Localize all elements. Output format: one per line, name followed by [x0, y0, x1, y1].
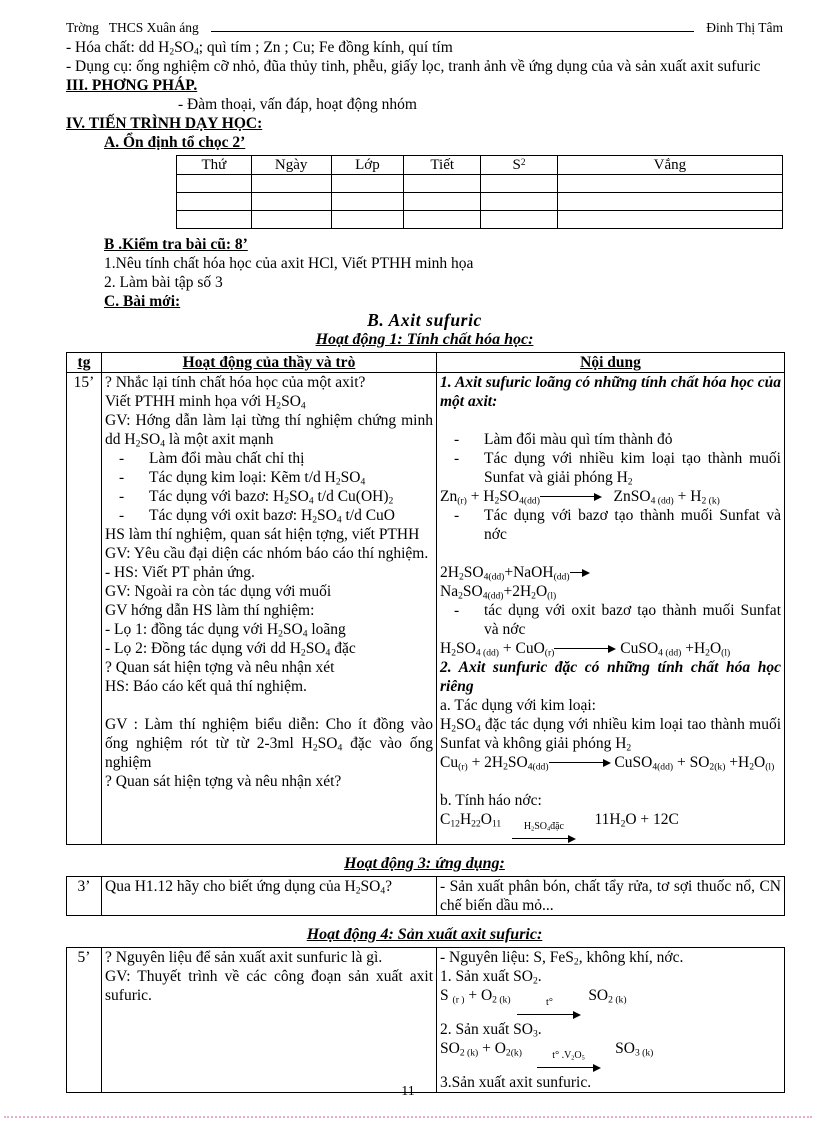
text-line: ? Nhắc lại tính chất hóa học của một axit?: [105, 374, 366, 391]
text-line: ? Quan sát hiện tợng và nêu nhận xét?: [105, 773, 342, 790]
col-header-tg: tg: [67, 353, 102, 373]
text-line: Qua H1.12 hãy cho biết ứng dụng của $H_2SO_4$?: [105, 878, 393, 897]
col-header-teacher-student: Hoạt động của thầy và trò: [102, 353, 437, 373]
text-line: - Tác dụng kim loại: Kẽm t/d $H_2SO_4$: [119, 469, 366, 488]
bottom-dotted-line: [4, 1116, 812, 1118]
section-method-item: - Đàm thoại, vấn đáp, hoạt động nhóm: [178, 96, 417, 113]
text-line: Viết PTHH minh họa với $H_2SO_4$: [105, 393, 306, 412]
school-name: Trờng THCS Xuân áng: [66, 20, 199, 35]
activity1-table: [66, 352, 785, 845]
text-line: [105, 696, 433, 715]
text-line: 2. Sản xuất $SO_3$.: [440, 1021, 542, 1040]
text-line: - Tác dụng với bazơ: $H_2SO_4$ t/d $Cu(OH)_2$: [119, 488, 394, 507]
text-line: - HS: Viết PT phản ứng.: [105, 564, 255, 581]
text-line: GV: Hớng dẫn làm lại từng thí nghiệm chứng minh dd $H_2SO_4$ là một axit mạnh: [105, 412, 433, 450]
text-line: - Sản xuất phân bón, chất tẩy rửa, tơ sợi thuốc nổ, CN chế biến dầu mỏ...: [440, 878, 781, 914]
text-line: a. Tác dụng với kim loại:: [440, 697, 596, 714]
activity4-content-cell: [437, 948, 785, 1093]
text-line: $H_2SO_4$ đặc tác dụng với nhiều kim loại tao thành muối Sunfat và không giải phóng $H_2$: [440, 716, 781, 754]
text-line: 3.Sản xuất axit sunfuric.: [440, 1074, 592, 1091]
activity1-content-cell: [437, 373, 785, 845]
text-line: GV : Làm thí nghiệm biểu diễn: Cho ít đồng vào ống nghiệm rót từ từ 2-3ml $H_2SO_4$ đặc vào ống nghiệm: [105, 716, 434, 771]
text-line: $2H_2SO_{4(dd)}+NaOH_{(dd)}$: [440, 563, 781, 582]
text-line: 2. Axit sunfuric đặc có những tính chất hóa học riêng: [440, 659, 781, 695]
attendance-header-row: [177, 156, 783, 175]
page-number: 11: [401, 1084, 415, 1099]
header-rule-line: [211, 31, 694, 32]
subsection-b-title: B .Kiểm tra bài cũ: 8’: [104, 236, 248, 253]
attendance-col-lop: Lớp: [331, 156, 404, 175]
section-method-title: III. PHƠNG PHÁP.: [66, 77, 198, 94]
activity4-table: [66, 947, 785, 1093]
attendance-col-tiet: Tiết: [404, 156, 481, 175]
text-line: - Làm đổi màu quì tím thành đỏ: [454, 431, 673, 448]
text-line: ? Nguyên liệu để sản xuất axit sunfuric là gì.: [105, 949, 383, 966]
activity4-body-row: [67, 948, 785, 1093]
text-line: - Lọ 1: đồng tác dụng với $H_2SO_4$ loãng: [105, 621, 346, 640]
prep-chemicals-line: - Hóa chất: dd $H_2SO_4$; quì tím ; Zn ; Cu; Fe đồng kính, quí tím: [66, 39, 453, 58]
text-line: $Zn_{(r)} + H_2SO_{4(dd)}$ ZnSO$_{4 (dd)}$ + $H_{2 (k)}$: [440, 488, 720, 507]
activity1-teacher-cell: [102, 373, 437, 845]
text-line: GV: Ngoài ra còn tác dụng với muối: [105, 583, 332, 600]
activity3-teacher-cell: [102, 877, 437, 916]
text-line: HS: Báo cáo kết quả thí nghiệm.: [105, 678, 307, 695]
text-line: - Tác dụng với nhiều kim loại tạo thành muối Sunfat và giải phóng $H_2$: [454, 450, 781, 488]
activity4-time: 5’: [67, 948, 102, 1093]
attendance-col-vang: Vắng: [557, 156, 782, 175]
text-line: [440, 544, 781, 563]
activity1-heading: Hoạt động 1: Tính chất hóa học:: [315, 331, 534, 348]
activity3-table: [66, 876, 785, 916]
text-line: - Làm đổi màu chất chỉ thị: [119, 450, 305, 467]
activity3-content-cell: [437, 877, 785, 916]
attendance-empty-row: [177, 211, 783, 229]
lesson-title: B. Axit sufuric: [367, 310, 482, 330]
attendance-table: [176, 155, 783, 229]
activity1-body-row: [67, 373, 785, 845]
activity4-teacher-cell: [102, 948, 437, 1093]
text-line: - Tác dụng với bazơ tạo thành muối Sunfat và nớc: [454, 507, 781, 543]
activity3-heading: Hoạt động 3: ứng dụng:: [344, 855, 505, 872]
text-line: b. Tính háo nớc:: [440, 792, 542, 809]
text-line: S $_{(r )} + O_{2 (k)}$ t° $SO_{2 (k)}$: [440, 986, 781, 1020]
section-process-title: IV. TIẾN TRÌNH DẠY HỌC:: [66, 115, 263, 132]
text-line: ? Quan sát hiện tợng và nêu nhận xét: [105, 659, 335, 676]
activity3-time: 3’: [67, 877, 102, 916]
text-line: - Nguyên liệu: S, FeS$_2$, không khí, nớc.: [440, 949, 684, 968]
text-line: [440, 772, 781, 791]
subsection-a-title: A. Ổn định tổ chọc 2’: [104, 134, 246, 151]
text-line: $H_2SO_{4 (dd)} + CuO_{(r)}$ CuSO$_{4 (dd)}$ $+H_2O_{(l)}$: [440, 640, 731, 659]
text-line: 1. Axit sufuric loãng có những tính chất hóa học của một axit:: [440, 374, 781, 410]
review-question-2: 2. Làm bài tập số 3: [104, 274, 223, 291]
activity4-heading: Hoạt động 4: Sản xuất axit sufuric:: [306, 926, 543, 943]
attendance-col-ngay: Ngày: [251, 156, 331, 175]
activity1-header-row: [67, 353, 785, 373]
text-line: - Tác dụng với oxit bazơ: $H_2SO_4$ t/d CuO: [119, 507, 396, 526]
text-line: - tác dụng với oxit bazơ tạo thành muối Sunfat và nớc: [454, 602, 781, 638]
text-line: [440, 411, 781, 430]
text-line: $Na_2SO_{4(dd)}+2H_2O_{(l)}$: [440, 583, 557, 602]
attendance-empty-row: [177, 193, 783, 211]
attendance-col-thu: Thứ: [177, 156, 252, 175]
text-line: GV: Thuyết trình về các công đoạn sản xuất axit sufuric.: [105, 968, 433, 1004]
text-line: - Lọ 2: Đồng tác dụng với dd $H_2SO_4$ đặc: [105, 640, 356, 659]
text-line: HS làm thí nghiệm, quan sát hiện tợng, viết PTHH: [105, 526, 420, 543]
text-line: $C_{12}H_{22}O_{11}$ $H_2SO_4đặc$ $11H_2O + 12C$: [440, 810, 781, 844]
prep-tools-line: - Dụng cụ: ống nghiệm cỡ nhỏ, đũa thủy tinh, phễu, giấy lọc, tranh ảnh về ứng dụng của và sản xuất axit sufuric: [66, 58, 761, 75]
activity3-body-row: [67, 877, 785, 916]
text-line: GV hớng dẫn HS làm thí nghiệm:: [105, 602, 315, 619]
text-line: $SO_{2 (k)} + O_{2(k)}$ t° $.V_2O_5$ $SO_{3 (k)}$: [440, 1039, 781, 1073]
teacher-name: Đinh Thị Tâm: [706, 20, 783, 35]
review-question-1: 1.Nêu tính chất hóa học của axit HCl, Viết PTHH minh họa: [104, 255, 474, 272]
subsection-c-title: C. Bài mới:: [104, 293, 181, 310]
activity1-time: 15’: [67, 373, 102, 845]
attendance-empty-row: [177, 175, 783, 193]
text-line: GV: Yêu cầu đại diện các nhóm báo cáo thí nghiệm.: [105, 545, 429, 562]
page-header: [66, 18, 783, 37]
attendance-col-siso: $S^2$: [481, 156, 558, 175]
text-line: 1. Sản xuất $SO_2$.: [440, 968, 542, 987]
text-line: $Cu_{(r)} + 2H_2SO_{4(dd)}$ CuSO$_{4(dd)}$ + $SO_{2(k)} +H_2O_{(l)}$: [440, 754, 775, 773]
col-header-content: Nội dung: [437, 353, 785, 373]
